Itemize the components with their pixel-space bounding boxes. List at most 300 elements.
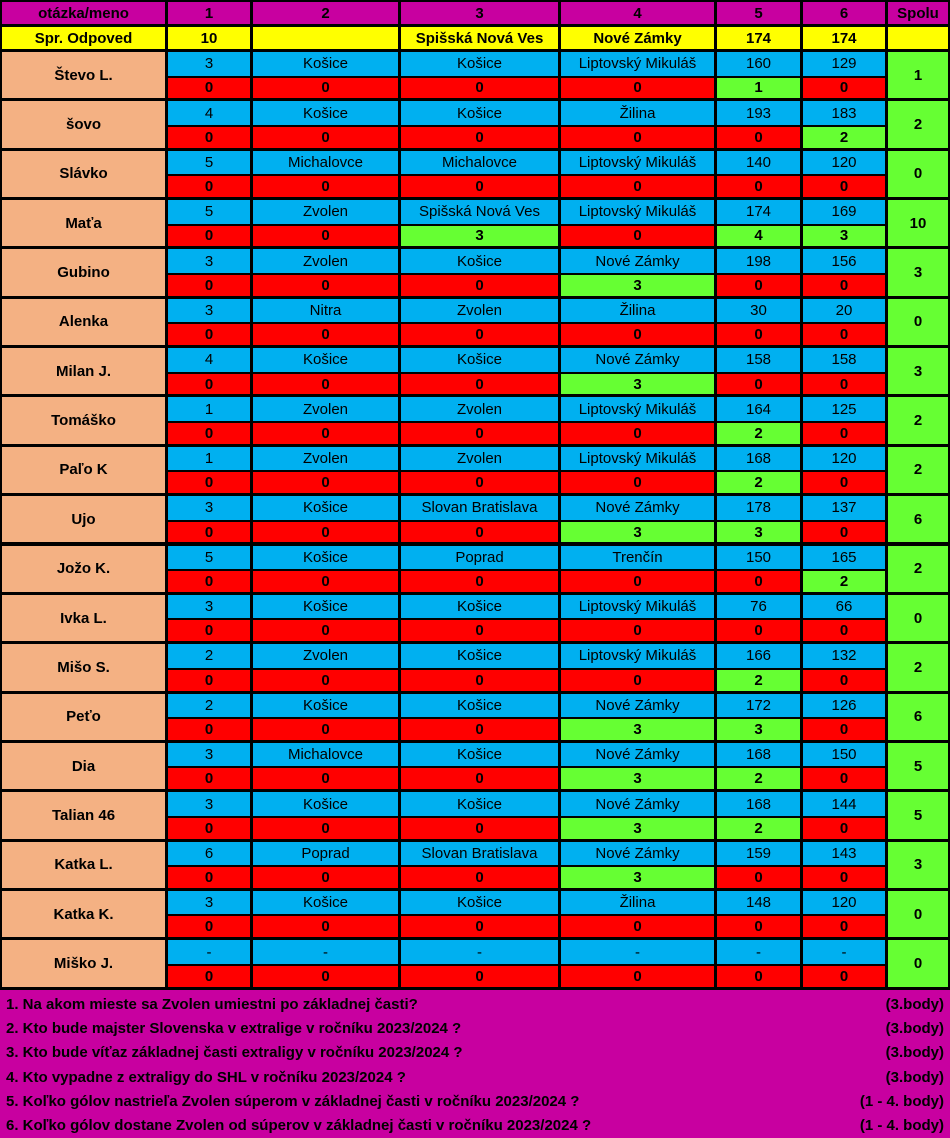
points-cell: 0 [253,324,398,345]
guess-cell: Zvolen [401,397,558,421]
header-question-3: 3 [401,2,558,24]
guess-cell: 158 [717,348,800,372]
player-total: 0 [888,151,948,197]
points-cell: 0 [253,818,398,839]
answers-total [888,27,948,49]
guess-cell: 140 [717,151,800,175]
guess-cell: 4 [168,101,250,125]
player-total: 2 [888,101,948,147]
points-cell: 0 [803,522,885,543]
guess-cell: Košice [253,546,398,570]
points-cell: 0 [803,423,885,444]
points-cell: 0 [168,719,250,740]
points-cell: 0 [168,818,250,839]
points-cell: 0 [803,275,885,296]
guess-cell: Nové Zámky [561,496,714,520]
guess-cell: Košice [253,891,398,915]
player-total: 0 [888,595,948,641]
guess-cell: Košice [401,52,558,76]
guess-cell: 166 [717,644,800,668]
points-cell: 0 [803,78,885,99]
points-cell: 0 [717,275,800,296]
player-total: 0 [888,299,948,345]
player-total: 6 [888,496,948,542]
points-cell: 0 [253,374,398,395]
points-cell: 0 [253,127,398,148]
guess-cell: 5 [168,546,250,570]
guess-cell: Liptovský Mikuláš [561,397,714,421]
points-cell: 2 [717,670,800,691]
guess-cell: 168 [717,743,800,767]
guess-cell: Košice [253,496,398,520]
player-name: Slávko [2,151,165,197]
player-total: 3 [888,842,948,888]
question-text: 1. Na akom mieste sa Zvolen umiestni po základnej časti? [6,995,418,1013]
guess-cell: 150 [803,743,885,767]
guess-cell: 1 [168,397,250,421]
answer-2 [253,27,398,49]
guess-cell: Žilina [561,299,714,323]
guess-cell: Liptovský Mikuláš [561,200,714,224]
guess-cell: - [168,940,250,964]
points-cell: 0 [803,916,885,937]
points-cell: 3 [561,719,714,740]
guess-cell: Zvolen [253,397,398,421]
points-cell: 3 [561,818,714,839]
points-cell: 0 [561,324,714,345]
guess-cell: Košice [401,348,558,372]
points-cell: 0 [717,176,800,197]
guess-cell: Liptovský Mikuláš [561,644,714,668]
guess-cell: 150 [717,546,800,570]
points-cell: 0 [168,867,250,888]
player-total: 2 [888,447,948,493]
points-cell: 2 [717,472,800,493]
questions-legend [0,990,950,1138]
guess-cell: Poprad [253,842,398,866]
guess-cell: Košice [401,101,558,125]
guess-cell: 158 [803,348,885,372]
points-cell: 0 [803,768,885,789]
points-cell: 4 [717,226,800,247]
points-cell: 0 [561,571,714,592]
points-cell: 0 [401,670,558,691]
guess-cell: 5 [168,151,250,175]
points-cell: 0 [168,374,250,395]
header-name-col: otázka/meno [2,2,165,24]
points-cell: 0 [401,818,558,839]
points-cell: 0 [401,620,558,641]
player-name: Jožo K. [2,546,165,592]
guess-cell: Nové Zámky [561,694,714,718]
points-cell: 0 [561,670,714,691]
header-total: Spolu [888,2,948,24]
points-cell: 0 [401,522,558,543]
points-cell: 0 [168,571,250,592]
points-cell: 0 [717,571,800,592]
guess-cell: 5 [168,200,250,224]
header-question-2: 2 [253,2,398,24]
question-points: (3.body) [885,1068,944,1086]
player-total: 5 [888,743,948,789]
guess-cell: Košice [253,792,398,816]
guess-cell: 3 [168,891,250,915]
points-cell: 0 [717,966,800,987]
guess-cell: Poprad [401,546,558,570]
points-cell: 0 [253,719,398,740]
guess-cell: Nové Zámky [561,842,714,866]
guess-cell: - [717,940,800,964]
player-name: Tomáško [2,397,165,443]
points-cell: 2 [717,818,800,839]
points-cell: 0 [168,423,250,444]
guess-cell: 132 [803,644,885,668]
guess-cell: Zvolen [253,644,398,668]
guess-cell: - [253,940,398,964]
guess-cell: 1 [168,447,250,471]
player-total: 2 [888,397,948,443]
header-question-1: 1 [168,2,250,24]
player-name: Alenka [2,299,165,345]
points-cell: 0 [717,916,800,937]
question-text: 6. Koľko gólov dostane Zvolen od súperov v základnej časti v ročníku 2023/2024 ? [6,1117,592,1135]
guess-cell: - [803,940,885,964]
guess-cell: 169 [803,200,885,224]
guess-cell: 3 [168,249,250,273]
points-cell: 0 [561,226,714,247]
points-cell: 3 [561,768,714,789]
player-name: Dia [2,743,165,789]
guess-cell: Liptovský Mikuláš [561,52,714,76]
guess-cell: Slovan Bratislava [401,496,558,520]
guess-cell: Košice [401,595,558,619]
guess-cell: Nové Zámky [561,348,714,372]
guess-cell: Košice [253,694,398,718]
guess-cell: 126 [803,694,885,718]
points-cell: 0 [253,571,398,592]
points-cell: 2 [717,768,800,789]
question-points: (3.body) [885,1044,944,1062]
guess-cell: 159 [717,842,800,866]
guess-cell: 148 [717,891,800,915]
guess-cell: Košice [401,743,558,767]
points-cell: 0 [168,670,250,691]
question-text: 4. Kto vypadne z extraligy do SHL v ročníku 2023/2024 ? [6,1068,406,1086]
points-cell: 0 [561,620,714,641]
guess-cell: Liptovský Mikuláš [561,595,714,619]
guess-cell: 3 [168,595,250,619]
points-cell: 3 [803,226,885,247]
points-cell: 0 [717,374,800,395]
answer-4: Nové Zámky [561,27,714,49]
points-cell: 0 [717,127,800,148]
guess-cell: 168 [717,447,800,471]
points-cell: 0 [561,176,714,197]
points-cell: 0 [253,966,398,987]
points-cell: 0 [253,226,398,247]
points-cell: 0 [253,867,398,888]
guess-cell: Žilina [561,101,714,125]
points-cell: 0 [253,522,398,543]
points-cell: 0 [803,867,885,888]
guess-cell: 160 [717,52,800,76]
points-cell: 0 [401,324,558,345]
guess-cell: Zvolen [253,249,398,273]
guess-cell: Košice [253,101,398,125]
question-line [6,1016,944,1040]
player-name: Mišo S. [2,644,165,690]
points-cell: 0 [401,78,558,99]
guess-cell: Košice [401,249,558,273]
guess-cell: Spišská Nová Ves [401,200,558,224]
player-name: Paľo K [2,447,165,493]
points-cell: 0 [803,472,885,493]
guess-cell: Liptovský Mikuláš [561,447,714,471]
guess-cell: 198 [717,249,800,273]
points-cell: 3 [717,719,800,740]
guess-cell: Nové Zámky [561,743,714,767]
points-cell: 0 [401,867,558,888]
points-cell: 0 [168,324,250,345]
points-cell: 0 [253,472,398,493]
points-cell: 0 [253,275,398,296]
points-cell: 0 [717,324,800,345]
guess-cell: Košice [253,348,398,372]
guess-cell: 168 [717,792,800,816]
guess-cell: Zvolen [253,447,398,471]
guess-cell: 129 [803,52,885,76]
points-cell: 0 [253,670,398,691]
answers-label: Spr. Odpoved [2,27,165,49]
guess-cell: Zvolen [401,447,558,471]
points-cell: 3 [401,226,558,247]
points-cell: 0 [401,719,558,740]
guess-cell: Žilina [561,891,714,915]
points-cell: 0 [803,620,885,641]
guess-cell: 174 [717,200,800,224]
answer-5: 174 [717,27,800,49]
question-line [6,992,944,1016]
guess-cell: 30 [717,299,800,323]
guess-cell: 2 [168,694,250,718]
player-name: Peťo [2,694,165,740]
guess-cell: Nitra [253,299,398,323]
answer-6: 174 [803,27,885,49]
guess-cell: 6 [168,842,250,866]
guess-cell: Trenčín [561,546,714,570]
header-question-6: 6 [803,2,885,24]
points-cell: 2 [717,423,800,444]
player-total: 0 [888,940,948,986]
guess-cell: Košice [401,792,558,816]
question-text: 5. Koľko gólov nastrieľa Zvolen súperom v základnej časti v ročníku 2023/2024 ? [6,1092,580,1110]
points-cell: 0 [168,620,250,641]
points-cell: 0 [401,374,558,395]
guess-cell: 2 [168,644,250,668]
answer-3: Spišská Nová Ves [401,27,558,49]
points-cell: 0 [168,78,250,99]
points-cell: 3 [561,374,714,395]
question-line [6,1089,944,1113]
player-name: Katka K. [2,891,165,937]
points-cell: 0 [401,127,558,148]
points-cell: 0 [803,719,885,740]
player-total: 5 [888,792,948,838]
guess-cell: Košice [253,52,398,76]
points-cell: 0 [253,176,398,197]
points-cell: 0 [717,867,800,888]
points-cell: 0 [168,522,250,543]
player-name: Gubino [2,249,165,295]
question-points: (1 - 4. body) [859,1117,944,1135]
guess-cell: 178 [717,496,800,520]
guess-cell: 3 [168,52,250,76]
player-name: šovo [2,101,165,147]
guess-cell: 3 [168,496,250,520]
points-cell: 0 [168,472,250,493]
player-name: Talian 46 [2,792,165,838]
header-question-4: 4 [561,2,714,24]
guess-cell: 120 [803,447,885,471]
guess-cell: 76 [717,595,800,619]
points-cell: 0 [803,176,885,197]
player-total: 2 [888,644,948,690]
points-cell: 0 [401,176,558,197]
guess-cell: Zvolen [401,299,558,323]
guess-cell: Liptovský Mikuláš [561,151,714,175]
question-points: (1 - 4. body) [859,1092,944,1110]
guess-cell: 165 [803,546,885,570]
points-cell: 0 [561,916,714,937]
points-cell: 0 [168,226,250,247]
guess-cell: 137 [803,496,885,520]
guess-cell: Slovan Bratislava [401,842,558,866]
player-total: 3 [888,348,948,394]
points-cell: 0 [253,768,398,789]
points-cell: 0 [401,768,558,789]
question-points: (3.body) [885,1019,944,1037]
guess-cell: 144 [803,792,885,816]
points-cell: 0 [803,818,885,839]
guess-cell: - [561,940,714,964]
player-total: 6 [888,694,948,740]
points-cell: 3 [561,275,714,296]
guess-cell: 120 [803,151,885,175]
player-name: Ivka L. [2,595,165,641]
points-cell: 0 [561,127,714,148]
points-cell: 0 [168,768,250,789]
player-name: Milan J. [2,348,165,394]
player-total: 10 [888,200,948,246]
question-text: 3. Kto bude víťaz základnej časti extraligy v ročníku 2023/2024 ? [6,1044,463,1062]
player-total: 1 [888,52,948,98]
question-line [6,1065,944,1089]
guess-cell: Košice [401,891,558,915]
guess-cell: 143 [803,842,885,866]
guess-cell: 156 [803,249,885,273]
points-cell: 2 [803,127,885,148]
player-total: 0 [888,891,948,937]
points-cell: 0 [561,966,714,987]
points-cell: 0 [168,966,250,987]
header-question-5: 5 [717,2,800,24]
question-line [6,1113,944,1137]
points-cell: 0 [401,966,558,987]
points-cell: 0 [717,620,800,641]
guess-cell: Michalovce [253,743,398,767]
player-name: Maťa [2,200,165,246]
player-name: Katka L. [2,842,165,888]
points-cell: 2 [803,571,885,592]
player-total: 3 [888,249,948,295]
guess-cell: 120 [803,891,885,915]
points-cell: 0 [168,275,250,296]
guess-cell: Michalovce [253,151,398,175]
guess-cell: 3 [168,792,250,816]
player-name: Miško J. [2,940,165,986]
guess-cell: 125 [803,397,885,421]
points-cell: 0 [253,78,398,99]
guess-cell: 172 [717,694,800,718]
points-cell: 0 [168,916,250,937]
points-cell: 0 [401,472,558,493]
points-cell: 0 [401,916,558,937]
points-cell: 0 [561,472,714,493]
question-line [6,1041,944,1065]
points-cell: 0 [168,176,250,197]
question-points: (3.body) [885,995,944,1013]
points-cell: 0 [803,324,885,345]
player-total: 2 [888,546,948,592]
points-cell: 0 [253,916,398,937]
guess-cell: 4 [168,348,250,372]
guess-cell: 3 [168,743,250,767]
guess-cell: 3 [168,299,250,323]
guess-cell: - [401,940,558,964]
points-cell: 0 [253,423,398,444]
points-cell: 0 [803,670,885,691]
guess-cell: 193 [717,101,800,125]
points-cell: 0 [803,966,885,987]
points-cell: 0 [561,78,714,99]
points-cell: 0 [803,374,885,395]
points-cell: 0 [401,423,558,444]
guess-cell: 66 [803,595,885,619]
guess-cell: Nové Zámky [561,792,714,816]
question-text: 2. Kto bude majster Slovenska v extralige v ročníku 2023/2024 ? [6,1019,462,1037]
player-name: Ujo [2,496,165,542]
points-cell: 3 [561,522,714,543]
points-cell: 3 [561,867,714,888]
answer-1: 10 [168,27,250,49]
points-cell: 0 [561,423,714,444]
points-cell: 1 [717,78,800,99]
points-cell: 0 [401,275,558,296]
guess-cell: Zvolen [253,200,398,224]
points-cell: 0 [253,620,398,641]
guess-cell: 164 [717,397,800,421]
guess-cell: 20 [803,299,885,323]
guess-cell: Košice [253,595,398,619]
points-cell: 3 [717,522,800,543]
guess-cell: Nové Zámky [561,249,714,273]
guess-cell: Michalovce [401,151,558,175]
guess-cell: 183 [803,101,885,125]
guess-cell: Košice [401,644,558,668]
player-name: Števo L. [2,52,165,98]
guess-cell: Košice [401,694,558,718]
points-cell: 0 [168,127,250,148]
